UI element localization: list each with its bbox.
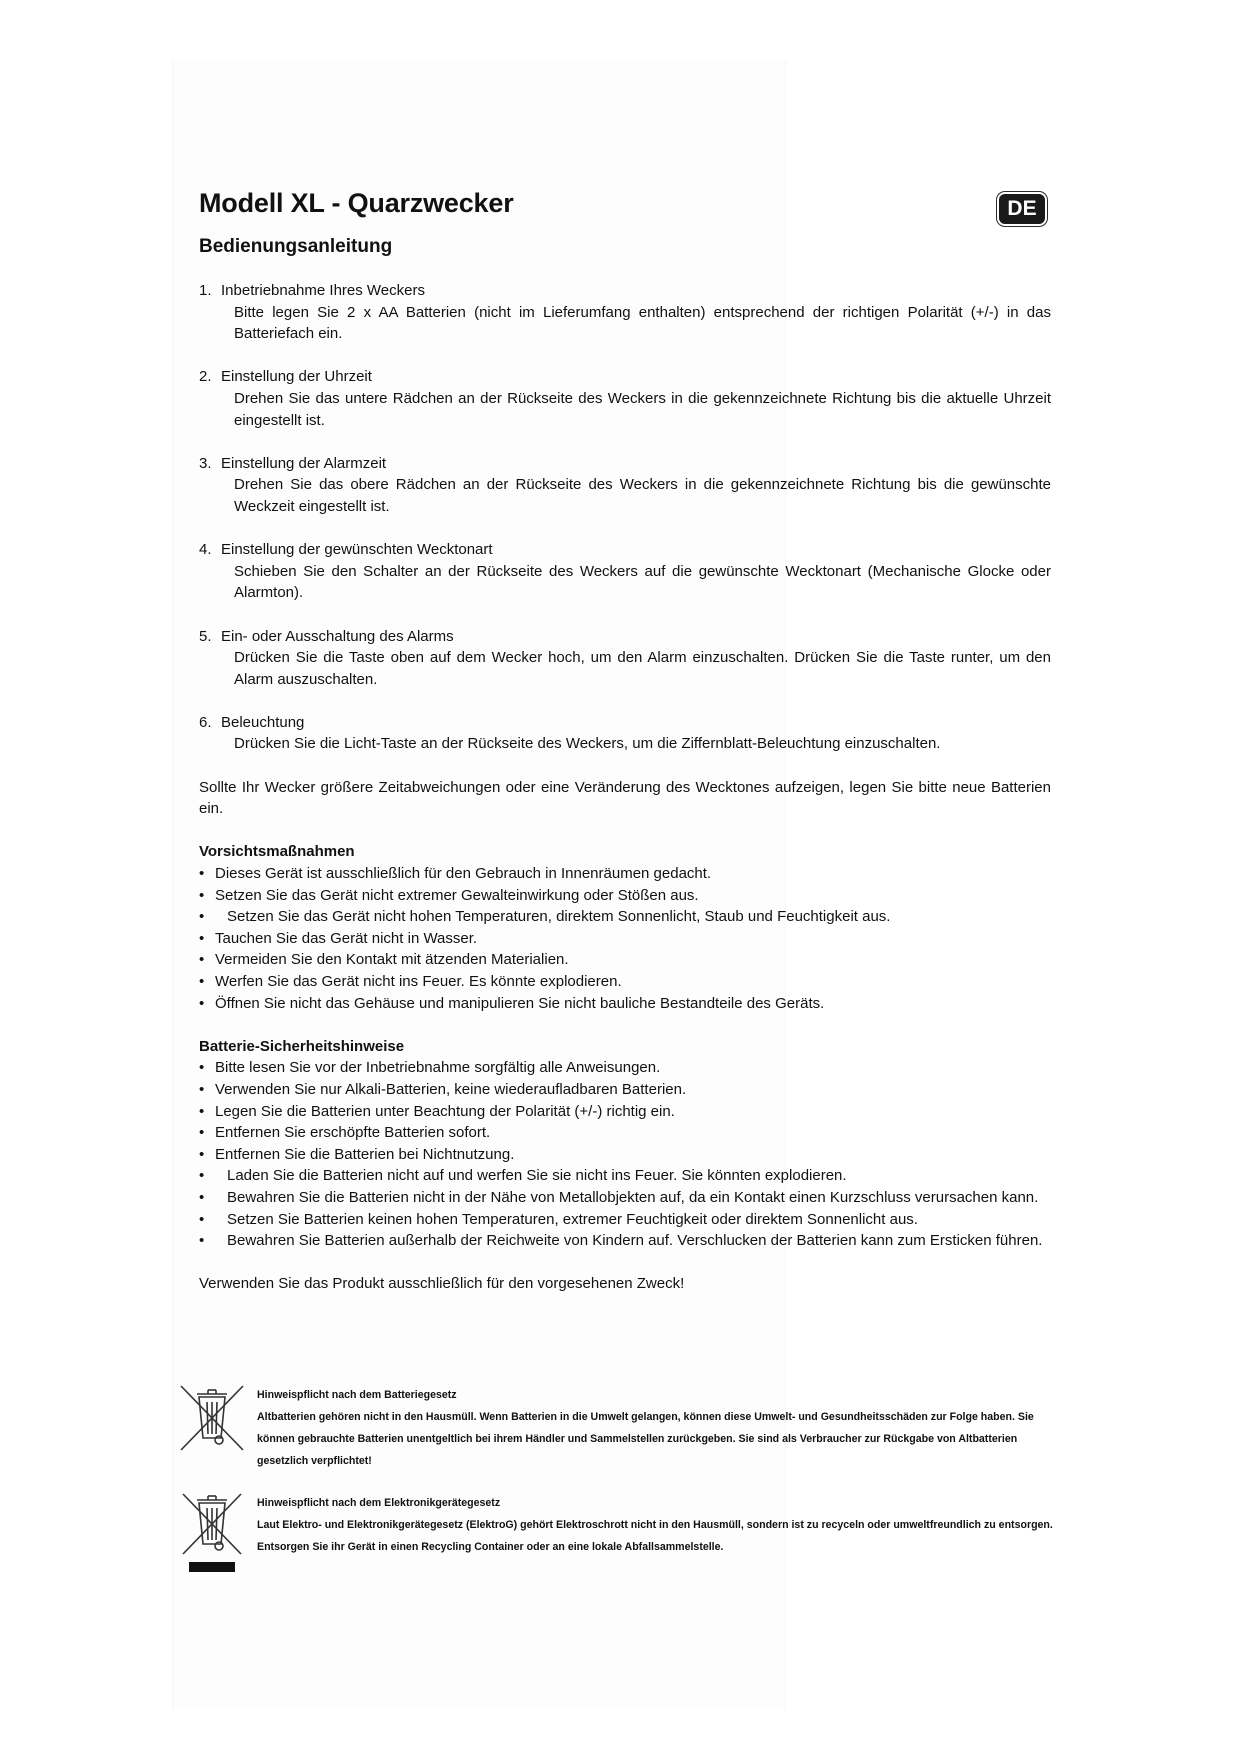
- notice-title: Hinweispflicht nach dem Batteriegesetz: [257, 1389, 457, 1401]
- section-title: Beleuchtung: [221, 713, 305, 731]
- section-number: 4.: [199, 541, 212, 559]
- section-4-heading: [199, 539, 1051, 561]
- section-number: 6.: [199, 713, 212, 731]
- section-title: Inbetriebnahme Ihres Weckers: [221, 282, 425, 299]
- section-5-heading: [199, 626, 1051, 648]
- section-2-heading: [199, 366, 1051, 388]
- precautions-list: [199, 863, 1051, 1014]
- list-item: • Bewahren Sie Batterien außerhalb der Reichweite von Kindern auf. Verschlucken der Batterien kann zum Ersticken führen.: [199, 1230, 1051, 1252]
- section-3-heading: [199, 453, 1051, 475]
- list-item: • Setzen Sie das Gerät nicht extremer Gewalteinwirkung oder Stößen aus.: [199, 885, 1051, 907]
- notice-text: Laut Elektro- und Elektronikgerätegesetz (ElektroG) gehört Elektroschrott nicht in den Hausmüll, sondern ist zu recyceln oder umweltfreundlich zu entsorgen. Entsorgen Sie ihr Gerät in einen Recycling Container oder an eine lokale Abfallsammelstelle.: [257, 1519, 1053, 1553]
- list-item: • Setzen Sie Batterien keinen hohen Temperaturen, extremer Feuchtigkeit oder direktem Sonnenlicht aus.: [199, 1209, 1051, 1231]
- section-6-heading: [199, 712, 1051, 734]
- document-subtitle: Bedienungsanleitung: [199, 236, 393, 257]
- section-4: [199, 539, 1051, 604]
- section-text: Drücken Sie die Licht-Taste an der Rückseite des Weckers, um die Ziffernblatt-Beleuchtung einzuschalten.: [234, 735, 941, 753]
- battery-note: Sollte Ihr Wecker größere Zeitabweichungen oder eine Veränderung des Wecktones aufzeigen, legen Sie bitte neue Batterien ein.: [199, 778, 1051, 818]
- list-item: • Setzen Sie das Gerät nicht hohen Temperaturen, direktem Sonnenlicht, Staub und Feuchtigkeit aus.: [199, 906, 1051, 928]
- electronics-law-text-block: [257, 1492, 1057, 1581]
- section-title: Einstellung der Uhrzeit: [221, 368, 372, 386]
- list-item: • Verwenden Sie nur Alkali-Batterien, keine wiederaufladbaren Batterien.: [199, 1079, 1051, 1101]
- section-3: [199, 453, 1051, 518]
- battery-law-text-block: [257, 1384, 1057, 1472]
- electronics-law-notice: [177, 1492, 1057, 1581]
- list-item: • Vermeiden Sie den Kontakt mit ätzenden Materialien.: [199, 949, 1051, 971]
- section-5: [199, 626, 1051, 691]
- section-number: 2.: [199, 368, 212, 386]
- language-badge: DE: [999, 194, 1045, 224]
- section-text: Bitte legen Sie 2 x AA Batterien (nicht im Lieferumfang enthalten) entsprechend der richtigen Polarität (+/-) in das Batteriefach ein.: [234, 303, 1051, 343]
- battery-law-notice: [177, 1384, 1057, 1472]
- document-title: Modell XL - Quarzwecker: [199, 188, 514, 218]
- list-item: • Bewahren Sie die Batterien nicht in der Nähe von Metallobjekten auf, da ein Kontakt einen Kurzschluss verursachen kann.: [199, 1187, 1051, 1209]
- section-number: 3.: [199, 454, 212, 472]
- section-text: Drücken Sie die Taste oben auf dem Wecker hoch, um den Alarm einzuschalten. Drücken Sie die Taste runter, um den Alarm auszuschalten.: [234, 649, 1051, 688]
- list-item: • Öffnen Sie nicht das Gehäuse und manipulieren Sie nicht bauliche Bestandteile des Geräts.: [199, 993, 1051, 1015]
- usage-note: Verwenden Sie das Produkt ausschließlich für den vorgesehenen Zweck!: [199, 1275, 685, 1293]
- instructions-body: [199, 280, 1051, 1317]
- notice-title: Hinweispflicht nach dem Elektronikgerätegesetz: [257, 1497, 501, 1509]
- battery-safety-title: Batterie-Sicherheitshinweise: [199, 1037, 405, 1055]
- list-item: • Bitte lesen Sie vor der Inbetriebnahme sorgfältig alle Anweisungen.: [199, 1057, 1051, 1079]
- list-item: • Legen Sie die Batterien unter Beachtung der Polarität (+/-) richtig ein.: [199, 1101, 1051, 1123]
- section-title: Ein- oder Ausschaltung des Alarms: [221, 627, 454, 645]
- section-number: 1.: [199, 282, 212, 299]
- section-1: [199, 280, 1051, 345]
- crossed-bin-icon: [177, 1384, 257, 1472]
- list-item: • Laden Sie die Batterien nicht auf und werfen Sie sie nicht ins Feuer. Sie könnten explodieren.: [199, 1165, 1051, 1187]
- list-item: • Entfernen Sie die Batterien bei Nichtnutzung.: [199, 1144, 1051, 1166]
- section-title: Einstellung der gewünschten Wecktonart: [221, 541, 493, 559]
- notice-text: Altbatterien gehören nicht in den Hausmüll. Wenn Batterien in die Umwelt gelangen, können diese Umwelt- und Gesundheitsschäden zur Folge haben. Sie können gebrauchte Batterien unentgeltlich bei ihrem Händler und Sammelstellen zurückgeben. Sie sind als Verbraucher zur Rückgabe von Altbatterien gesetzlich verpflichtet!: [257, 1411, 1034, 1467]
- list-item: • Entfernen Sie erschöpfte Batterien sofort.: [199, 1122, 1051, 1144]
- crossed-bin-with-bar-icon: [177, 1492, 257, 1581]
- section-title: Einstellung der Alarmzeit: [221, 454, 387, 472]
- section-number: 5.: [199, 627, 212, 645]
- battery-safety-list: [199, 1057, 1051, 1251]
- section-2: [199, 366, 1051, 431]
- section-text: Schieben Sie den Schalter an der Rückseite des Weckers auf die gewünschte Wecktonart (Mechanische Glocke oder Alarmton).: [234, 562, 1051, 602]
- list-item: • Tauchen Sie das Gerät nicht in Wasser.: [199, 928, 1051, 950]
- section-text: Drehen Sie das untere Rädchen an der Rückseite des Weckers in die gekennzeichnete Richtung bis die aktuelle Uhrzeit eingestellt ist.: [234, 389, 1051, 429]
- precautions-title: Vorsichtsmaßnahmen: [199, 843, 355, 861]
- list-item: • Dieses Gerät ist ausschließlich für den Gebrauch in Innenräumen gedacht.: [199, 863, 1051, 885]
- section-1-heading: [199, 280, 1051, 302]
- section-6: [199, 712, 1051, 755]
- section-text: Drehen Sie das obere Rädchen an der Rückseite des Weckers in die gekennzeichnete Richtung bis die gewünschte Weckzeit eingestellt ist.: [234, 476, 1051, 515]
- list-item: • Werfen Sie das Gerät nicht ins Feuer. Es könnte explodieren.: [199, 971, 1051, 993]
